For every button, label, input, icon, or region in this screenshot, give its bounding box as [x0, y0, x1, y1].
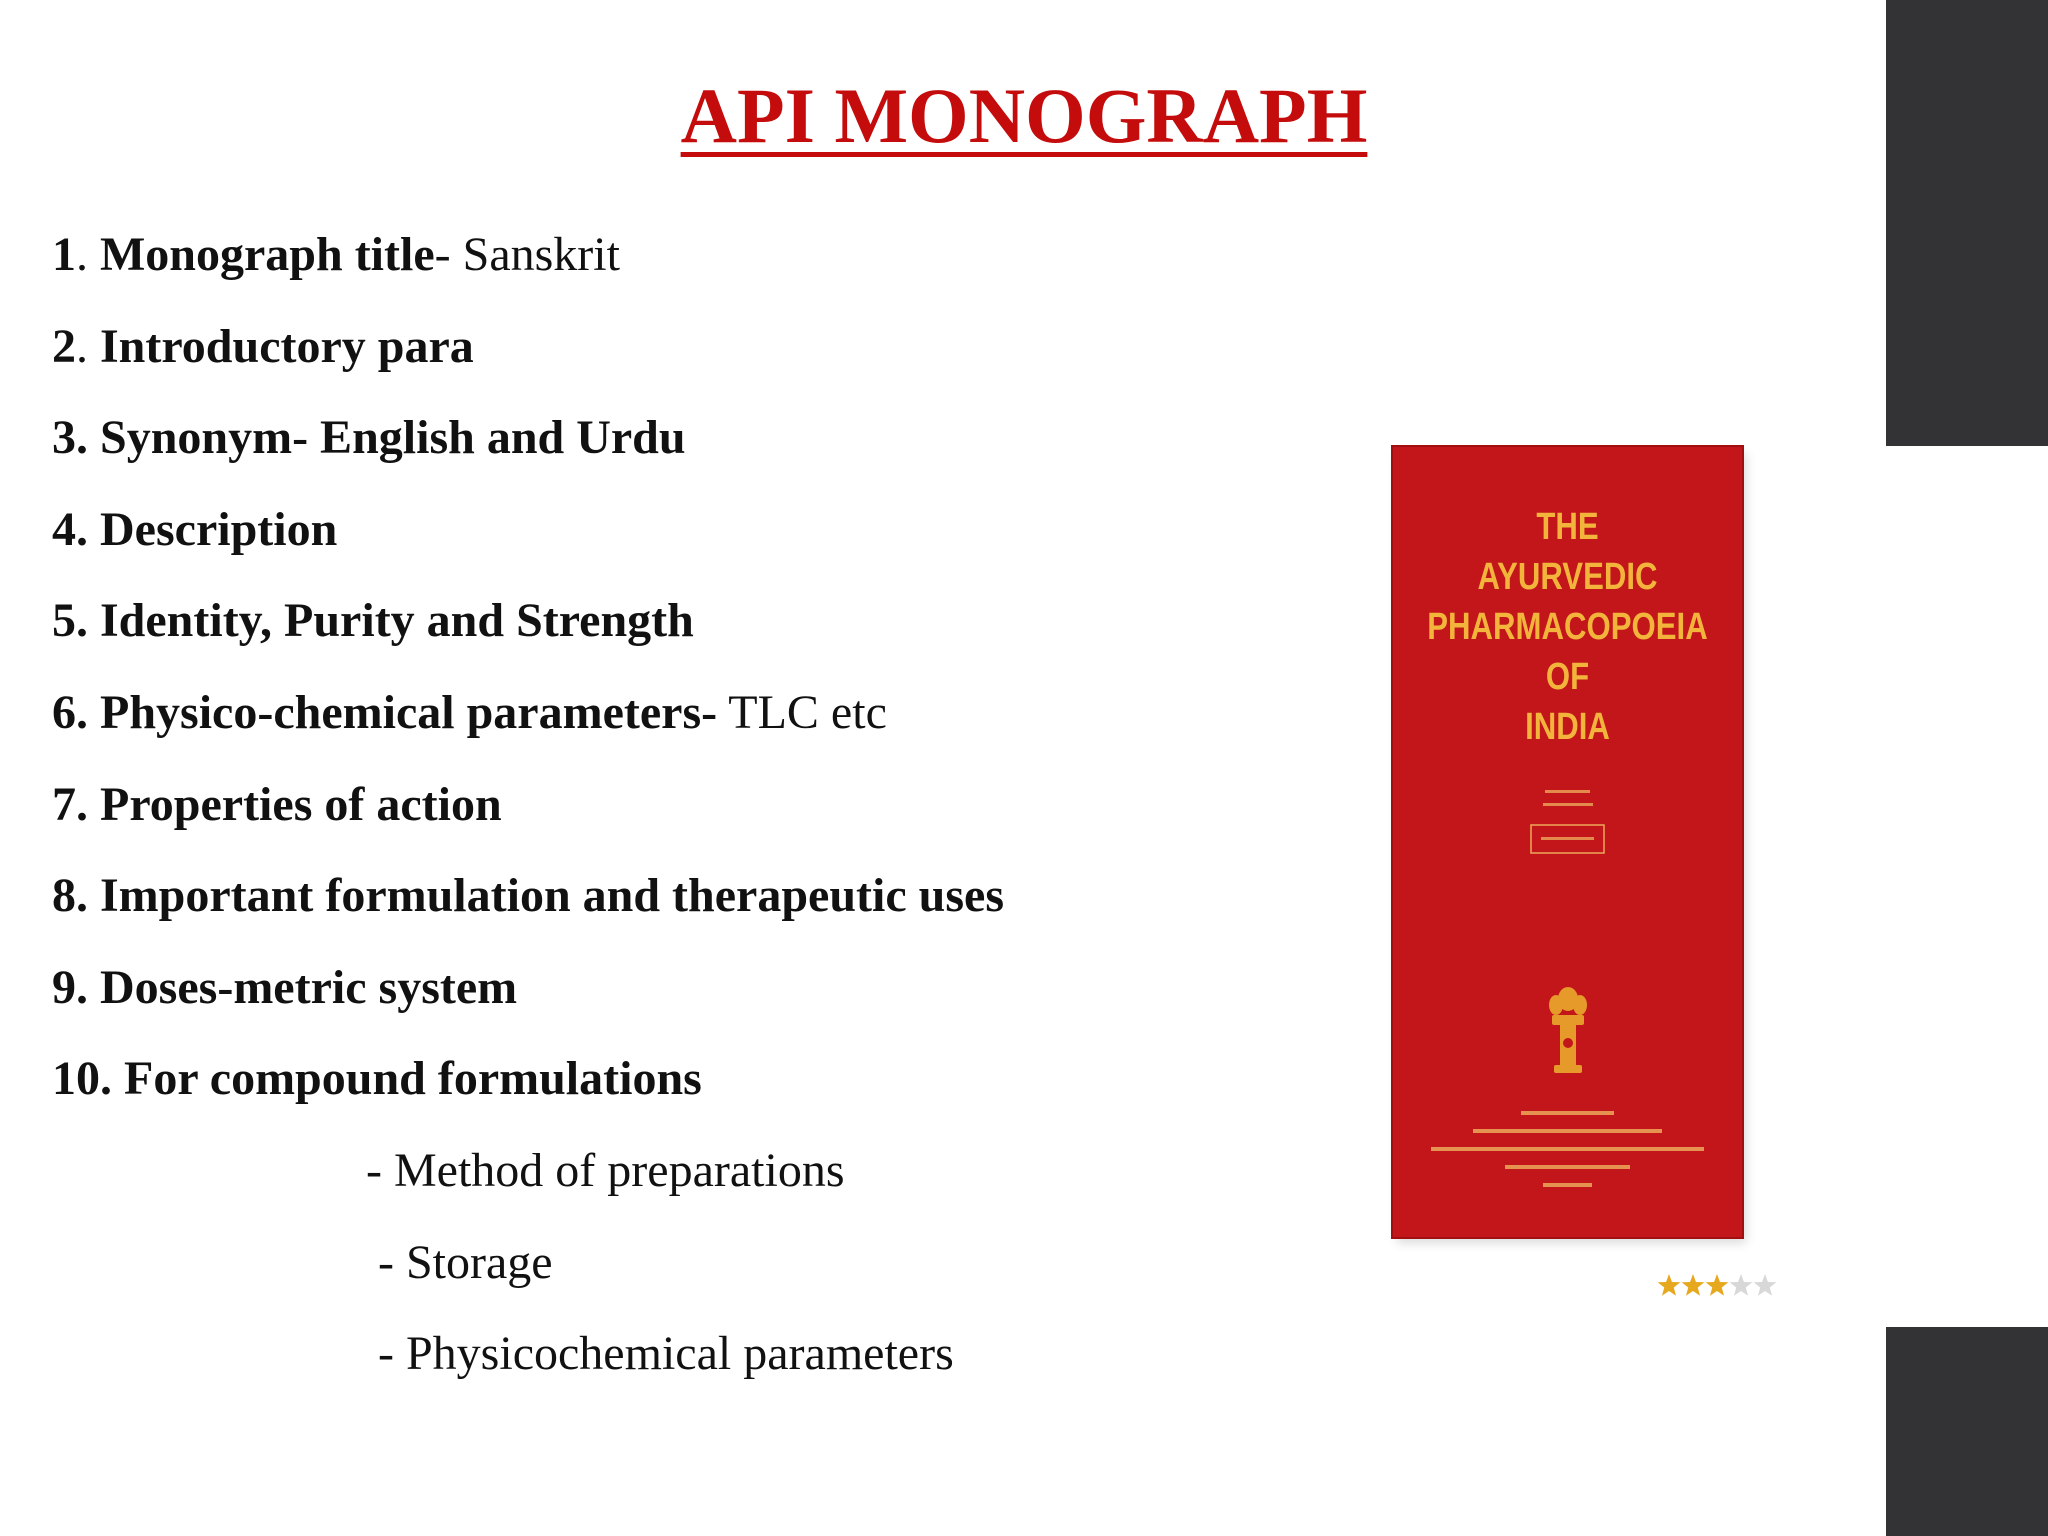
book-cover-publisher-block [1393, 1107, 1742, 1207]
list-item: 6. Physico-chemical parameters- TLC etc [52, 685, 887, 739]
monograph-contents-list [52, 220, 1004, 1411]
list-item: 5. Identity, Purity and Strength [52, 594, 694, 648]
star-empty-icon [1730, 1274, 1753, 1296]
sub-list-item: - Method of preparations [366, 1143, 845, 1197]
list-item: 4. Description [52, 502, 338, 556]
list-item: 8. Important formulation and therapeutic uses [52, 869, 1005, 923]
list-item: 9. Doses-metric system [52, 960, 518, 1014]
sub-list-item: - Storage [378, 1235, 553, 1289]
list-item: 1. Monograph title- Sanskrit [52, 228, 620, 281]
list-item: 2. Introductory para [52, 319, 474, 373]
book-cover-title: THE AYURVEDIC PHARMACOPOEIA OF INDIA [1427, 506, 1708, 748]
book-cover-volume-marks [1393, 787, 1742, 867]
slide-title: API MONOGRAPH [680, 72, 1368, 159]
list-item: 3. Synonym- English and Urdu [52, 411, 686, 465]
book-cover-image [1393, 447, 1742, 1237]
star-empty-icon [1754, 1274, 1777, 1296]
star-filled-icon [1682, 1274, 1705, 1296]
star-filled-icon [1658, 1274, 1681, 1296]
sub-list-item: - Physicochemical parameters [378, 1327, 954, 1381]
emblem-icon [1546, 985, 1590, 1085]
side-bar-bottom [1886, 1327, 2048, 1536]
list-item: 7. Properties of action [52, 777, 502, 831]
rating-stars [1655, 1266, 1795, 1306]
side-bar-top [1886, 0, 2048, 446]
star-filled-icon [1706, 1274, 1729, 1296]
list-item: 10. For compound formulations [52, 1052, 702, 1106]
